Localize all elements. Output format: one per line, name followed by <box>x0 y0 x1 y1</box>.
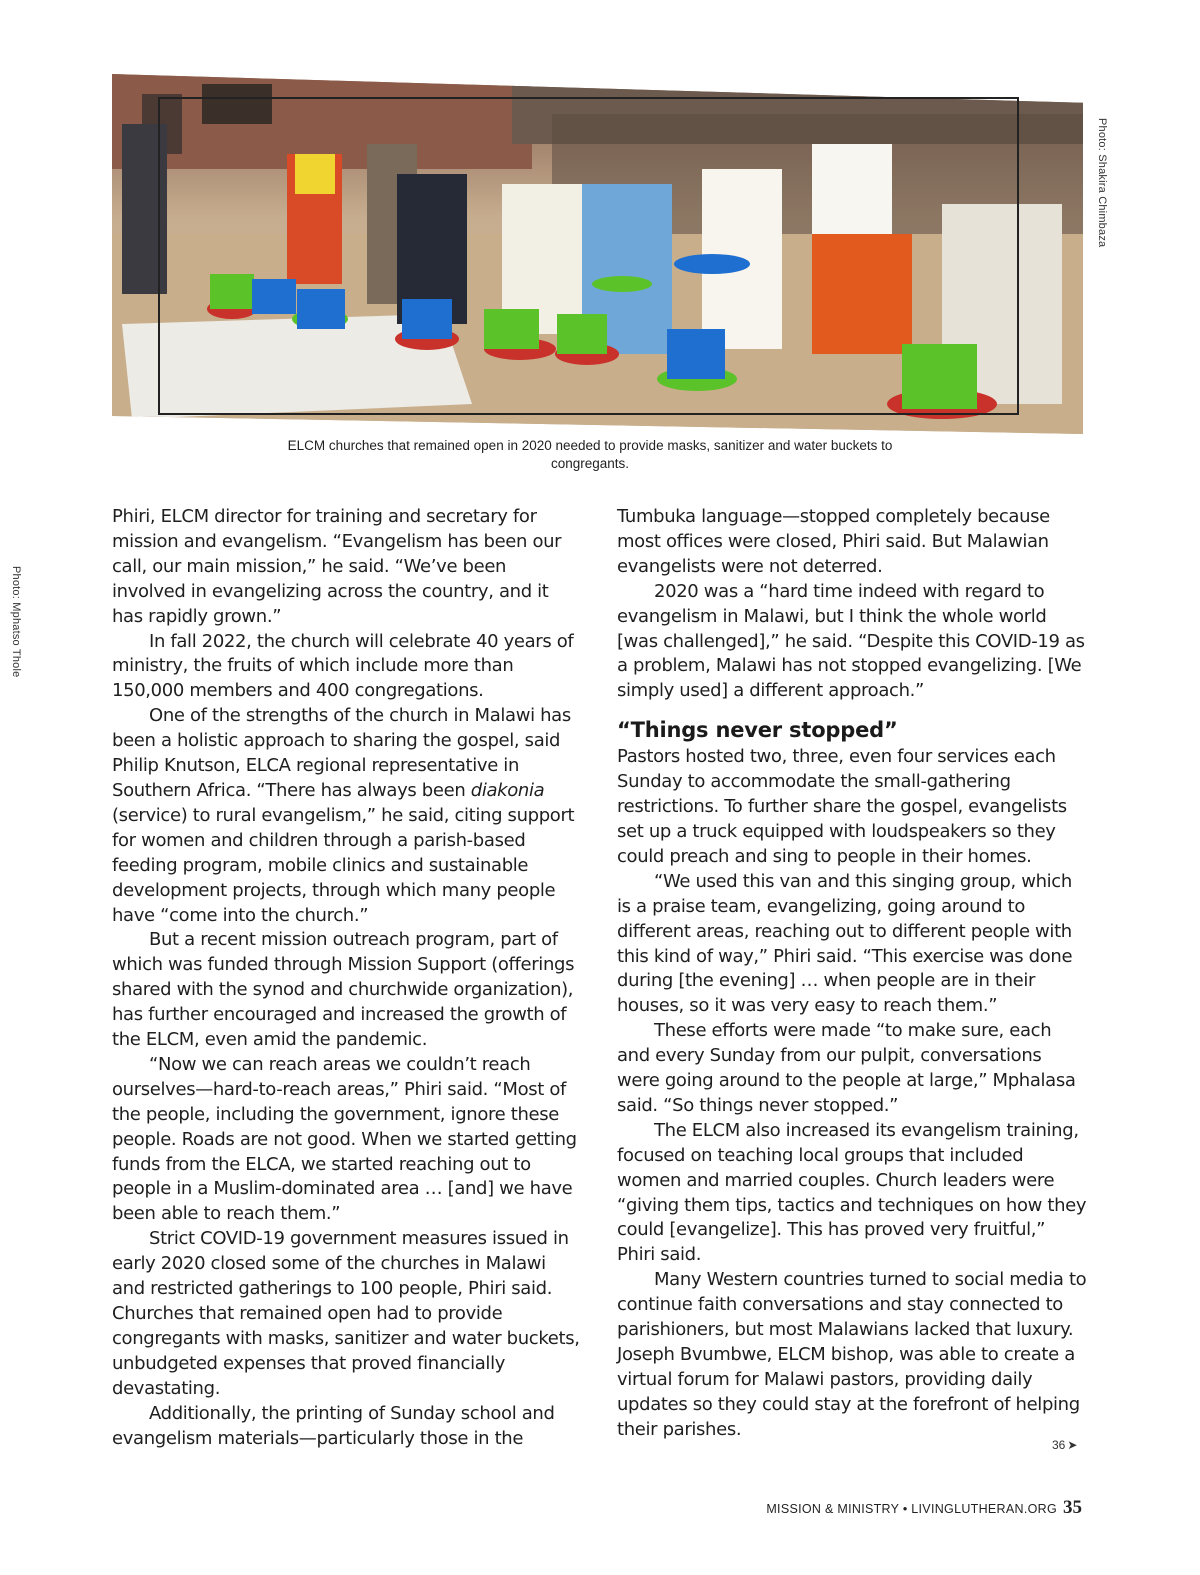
text-run: “We used this van and this singing group, which is a praise team, evangelizing, going around to different areas, reaching out to different people with this kind of way,” Phiri said. “This exercise was done during [the evening] … when people are in their houses, so it was very easy to reach them.” <box>617 870 1073 1017</box>
paragraph <box>112 1402 582 1452</box>
text-run: Tumbuka language—stopped completely because most offices were closed, Phiri said. But Malawian evangelists were not deterred. <box>617 506 1050 577</box>
footer-section: MISSION & MINISTRY • LIVINGLUTHERAN.ORG <box>766 1502 1057 1516</box>
text-run: One of the strengths of the church in Malawi has been a holistic approach to sharing the gospel, said Philip Knutson, ELCA regional representative in Southern Africa. “There has always been <box>112 705 571 801</box>
paragraph <box>112 928 582 1053</box>
paragraph <box>617 505 1087 580</box>
text-run: Phiri, ELCM director for training and secretary for mission and evangelism. “Evangelism has been our call, our main mission,” he said. “We’ve been involved in evangelizing across the country, and it has rapidly grown.” <box>112 506 562 627</box>
paragraph <box>112 505 582 630</box>
photo-illustration <box>112 74 1083 434</box>
paragraph <box>617 870 1087 1019</box>
continued-on[interactable] <box>1052 1438 1077 1452</box>
paragraph <box>617 1268 1087 1442</box>
paragraph <box>112 630 582 705</box>
continued-page: 36 <box>1052 1438 1066 1452</box>
text-run: In fall 2022, the church will celebrate 40 years of ministry, the fruits of which include more than 150,000 members and 400 congregations. <box>112 630 574 702</box>
text-run: (service) to rural evangelism,” he said, citing support for women and children through a parish-based feeding program, mobile clinics and sustainable development projects, through which many people have “come into the church.” <box>112 804 575 926</box>
text-run: Many Western countries turned to social media to continue faith conversations and stay connected to parishioners, but most Malawians lacked that luxury. Joseph Bvumbwe, ELCM bishop, was able to create a virtual forum for Malawi pastors, providing daily updates so they could stay at the forefront of helping their parishes. <box>617 1269 1087 1440</box>
page-number: 35 <box>1063 1497 1082 1518</box>
text-run: 2020 was a “hard time indeed with regard to evangelism in Malawi, but I think the whole world [was challenged],” he said. “Despite this COVID-19 as a problem, Malawi has not stopped evangelizing. [We simply used] a different approach.” <box>617 580 1085 702</box>
paragraph <box>617 1019 1087 1119</box>
paragraph <box>617 745 1087 870</box>
text-run: Strict COVID-19 government measures issued in early 2020 closed some of the churches in Malawi and restricted gatherings to 100 people, Phiri said. Churches that remained open had to provide congregants with masks, sanitizer and water buckets, unbudgeted expenses that proved financially devastating. <box>112 1228 580 1399</box>
text-run: “Now we can reach areas we couldn’t reach ourselves—hard-to-reach areas,” Phiri said. “Most of the people, including the government, ignore these people. Roads are not good. When we started getting funds from the ELCA, we started reaching out to people in a Muslim-dominated area … [and] we have been able to reach them.” <box>112 1053 577 1225</box>
right-column <box>617 505 1087 1443</box>
text-run: Additionally, the printing of Sunday school and evangelism materials—particularly those in the <box>112 1402 555 1449</box>
paragraph <box>112 1227 582 1401</box>
text-run: But a recent mission outreach program, part of which was funded through Mission Support (offerings shared with the synod and churchwide organization), has further encouraged and increased the growth of the ELCM, even amid the pandemic. <box>112 929 575 1051</box>
text-run: These efforts were made “to make sure, each and every Sunday from our pulpit, conversations were going around to the people at large,” Mphalasa said. “So things never stopped.” <box>617 1020 1076 1116</box>
page-footer <box>766 1497 1082 1519</box>
paragraph <box>617 580 1087 705</box>
paragraph <box>112 1053 582 1227</box>
paragraph <box>617 1119 1087 1268</box>
photo-credit: Photo: Shakira Chimbaza <box>1096 118 1108 248</box>
right-arrowhead-icon: ➤ <box>1067 1438 1078 1452</box>
paragraph <box>112 704 582 928</box>
text-run: Pastors hosted two, three, even four services each Sunday to accommodate the small-gathering restrictions. To further share the gospel, evangelists set up a truck equipped with loudspeakers so they could preach and sing to people in their homes. <box>617 746 1067 867</box>
article-photo <box>112 74 1083 434</box>
italic-term: diakonia <box>470 779 545 801</box>
left-column <box>112 505 582 1451</box>
text-run: The ELCM also increased its evangelism training, focused on teaching local groups that included women and married couples. Church leaders were “giving them tips, tactics and techniques on how they could [evangelize]. This has proved very fruitful,” Phiri said. <box>617 1119 1087 1266</box>
photo-caption: ELCM churches that remained open in 2020 needed to provide masks, sanitizer and water buckets to congregants. <box>287 438 893 471</box>
side-photo-credit: Photo: Mphatso Thole <box>10 566 22 678</box>
subheading: “Things never stopped” <box>617 718 898 743</box>
